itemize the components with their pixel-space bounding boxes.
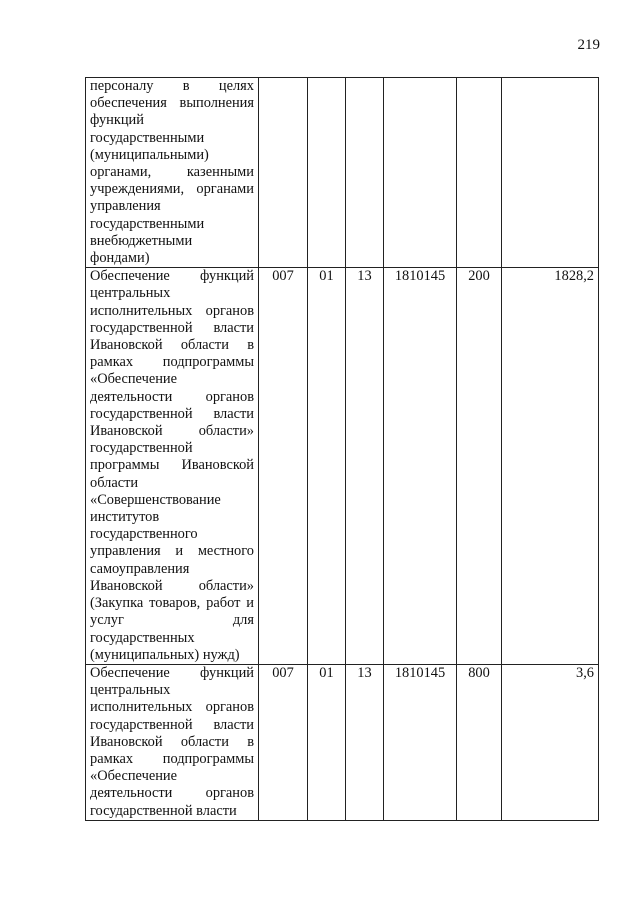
row-description: Обеспечение функций центральных исполнительных органов государственной власти Ивановской области в рамках подпрограммы «Обеспечение деятельности органов государственной власти Ивановской области» государственной программы Ивановской области «Совершенствование институтов государственного управления и местного самоуправления Ивановской области» (Закупка товаров, работ и услуг для государственных (муниципальных) нужд): [86, 268, 259, 665]
row-description: персоналу в целях обеспечения выполнения функций государственными (муниципальными) органами, казенными учреждениями, органами управления государственными внебюджетными фондами): [86, 78, 259, 268]
expense-type-code: [457, 78, 502, 268]
ministry-code: [259, 78, 308, 268]
table-row: [86, 268, 599, 665]
amount-value: [502, 78, 599, 268]
section-code: [308, 78, 346, 268]
ministry-code: 007: [259, 268, 308, 665]
ministry-code: 007: [259, 664, 308, 820]
budget-table: [85, 77, 599, 821]
expense-type-code: 800: [457, 664, 502, 820]
section-code: 01: [308, 664, 346, 820]
amount-value: 1828,2: [502, 268, 599, 665]
section-code: 01: [308, 268, 346, 665]
target-article-code: [384, 78, 457, 268]
subsection-code: [346, 78, 384, 268]
table-row: [86, 664, 599, 820]
target-article-code: 1810145: [384, 664, 457, 820]
expense-type-code: 200: [457, 268, 502, 665]
page-number: 219: [577, 37, 600, 53]
target-article-code: 1810145: [384, 268, 457, 665]
row-description: Обеспечение функций центральных исполнительных органов государственной власти Ивановской области в рамках подпрограммы «Обеспечение деятельности органов государственной власти: [86, 664, 259, 820]
subsection-code: 13: [346, 268, 384, 665]
table-row: [86, 78, 599, 268]
amount-value: 3,6: [502, 664, 599, 820]
subsection-code: 13: [346, 664, 384, 820]
